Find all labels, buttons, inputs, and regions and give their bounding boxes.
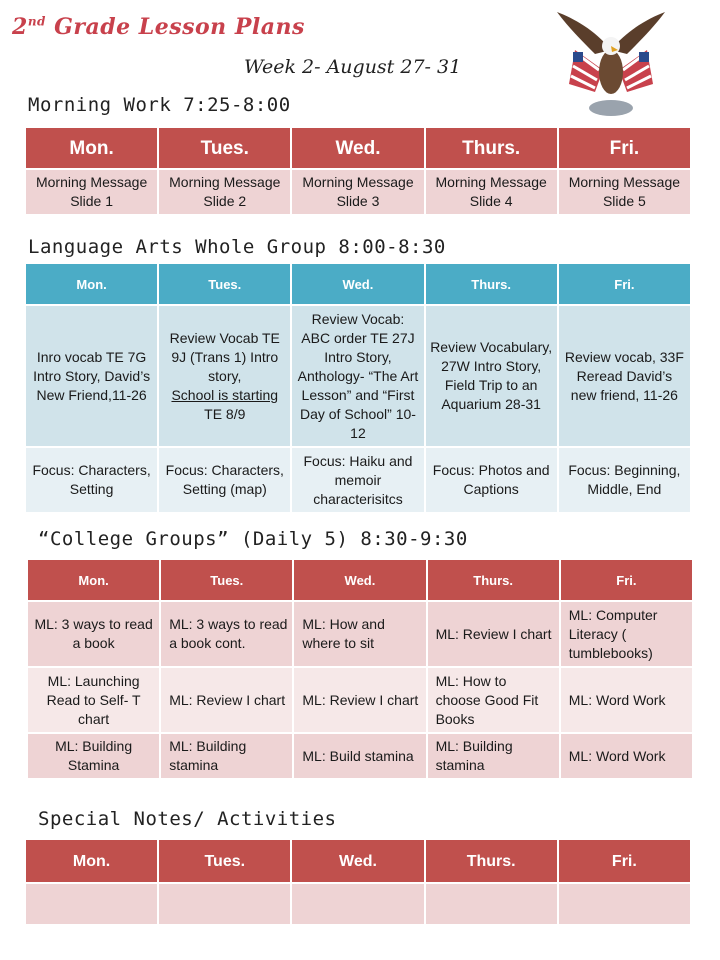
la-focus-wed: Focus: Haiku and memoir characterisitcs — [292, 448, 423, 512]
language-arts-heading: Language Arts Whole Group 8:00-8:30 — [28, 236, 446, 258]
sn-day-thurs: Thurs. — [426, 840, 557, 882]
cg-day-mon: Mon. — [28, 560, 159, 600]
sn-cell-tues — [159, 884, 290, 924]
morning-cell-thurs: Morning Message Slide 4 — [426, 170, 557, 214]
sn-day-fri: Fri. — [559, 840, 690, 882]
cg-row3-mon: ML: Building Stamina — [28, 734, 159, 778]
week-label: Week 2- August 27- 31 — [244, 56, 462, 78]
special-notes-table — [24, 838, 692, 926]
cg-row2-tues: ML: Review I chart — [161, 668, 292, 732]
la-focus-thurs: Focus: Photos and Captions — [426, 448, 557, 512]
cg-row3-fri: ML: Word Work — [561, 734, 692, 778]
morning-work-table — [24, 126, 692, 216]
cg-day-wed: Wed. — [294, 560, 425, 600]
la-lesson-wed: Review Vocab: ABC order TE 27J Intro Story, Anthology- “The Art Lesson” and “First Day of School” 10-12 — [292, 306, 423, 446]
day-header-mon: Mon. — [26, 128, 157, 168]
morning-cell-mon: Morning Message Slide 1 — [26, 170, 157, 214]
morning-cell-fri: Morning Message Slide 5 — [559, 170, 690, 214]
sn-cell-thurs — [426, 884, 557, 924]
sn-cell-wed — [292, 884, 423, 924]
sn-day-wed: Wed. — [292, 840, 423, 882]
college-groups-heading: “College Groups” (Daily 5) 8:30-9:30 — [38, 528, 468, 550]
cg-row1-tues: ML: 3 ways to read a book cont. — [161, 602, 292, 666]
eagle-flag-icon — [555, 10, 667, 120]
morning-cell-wed: Morning Message Slide 3 — [292, 170, 423, 214]
cg-row1-wed: ML: How and where to sit — [294, 602, 425, 666]
day-header-tues: Tues. — [159, 128, 290, 168]
day-header-fri: Fri. — [559, 128, 690, 168]
cg-row3-wed: ML: Build stamina — [294, 734, 425, 778]
day-header-thurs: Thurs. — [426, 128, 557, 168]
cg-row2-wed: ML: Review I chart — [294, 668, 425, 732]
la-lesson-tues-tail: TE 8/9 — [204, 405, 246, 422]
la-lesson-tues — [159, 306, 290, 446]
language-arts-table — [24, 262, 692, 514]
cg-row1-fri: ML: Computer Literacy ( tumblebooks) — [561, 602, 692, 666]
la-lesson-tues-text: Review Vocab TE 9J (Trans 1) Intro story, — [169, 329, 280, 384]
cg-row1-mon: ML: 3 ways to read a book — [28, 602, 159, 666]
la-lesson-fri: Review vocab, 33F Reread David’s new friend, 11-26 — [559, 306, 690, 446]
cg-day-thurs: Thurs. — [428, 560, 559, 600]
la-focus-tues: Focus: Characters, Setting (map) — [159, 448, 290, 512]
la-day-tues: Tues. — [159, 264, 290, 304]
cg-day-fri: Fri. — [561, 560, 692, 600]
cg-row3-thurs: ML: Building stamina — [428, 734, 559, 778]
la-day-fri: Fri. — [559, 264, 690, 304]
day-header-wed: Wed. — [292, 128, 423, 168]
cg-row2-thurs: ML: How to choose Good Fit Books — [428, 668, 559, 732]
sn-cell-mon — [26, 884, 157, 924]
la-day-mon: Mon. — [26, 264, 157, 304]
college-groups-table — [26, 558, 694, 780]
la-focus-mon: Focus: Characters, Setting — [26, 448, 157, 512]
la-lesson-tues-underlined: School is starting — [171, 386, 279, 403]
la-lesson-mon: Inro vocab TE 7G Intro Story, David’s New Friend,11-26 — [26, 306, 157, 446]
la-focus-fri: Focus: Beginning, Middle, End — [559, 448, 690, 512]
sn-day-tues: Tues. — [159, 840, 290, 882]
sn-cell-fri — [559, 884, 690, 924]
cg-row3-tues: ML: Building stamina — [161, 734, 292, 778]
la-lesson-thurs: Review Vocabulary, 27W Intro Story, Field Trip to an Aquarium 28-31 — [426, 306, 557, 446]
cg-row1-thurs: ML: Review I chart — [428, 602, 559, 666]
cg-row2-mon: ML: Launching Read to Self- T chart — [28, 668, 159, 732]
sn-day-mon: Mon. — [26, 840, 157, 882]
la-day-wed: Wed. — [292, 264, 423, 304]
cg-day-tues: Tues. — [161, 560, 292, 600]
page-title: 2nd Grade Lesson Plans — [12, 14, 305, 40]
morning-work-heading: Morning Work 7:25-8:00 — [28, 94, 291, 116]
morning-cell-tues: Morning Message Slide 2 — [159, 170, 290, 214]
special-notes-heading: Special Notes/ Activities — [38, 808, 337, 830]
cg-row2-fri: ML: Word Work — [561, 668, 692, 732]
la-day-thurs: Thurs. — [426, 264, 557, 304]
